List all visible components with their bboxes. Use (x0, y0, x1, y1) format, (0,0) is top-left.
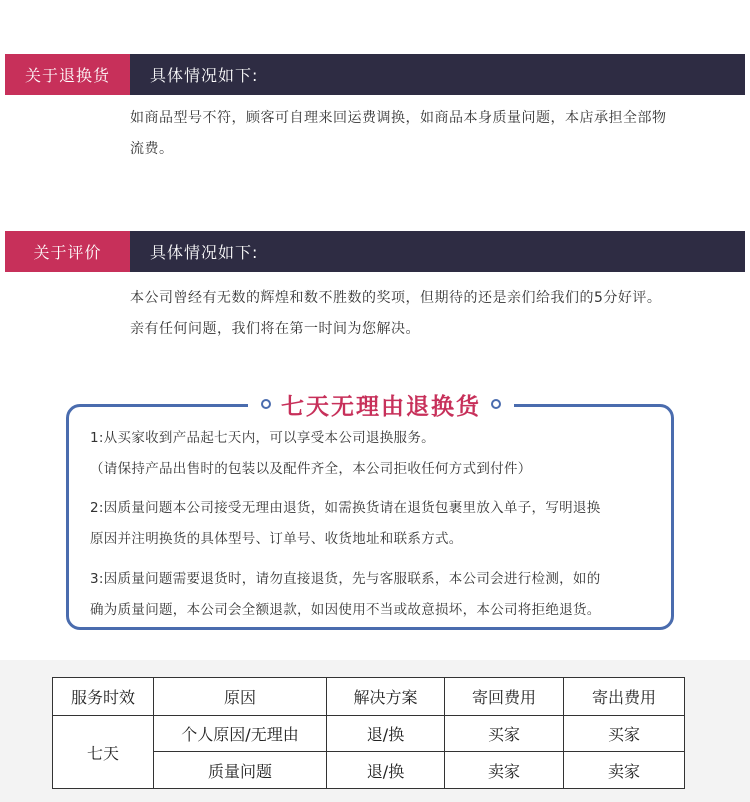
returns-heading: 具体情况如下: (150, 66, 259, 85)
table-row (53, 716, 685, 752)
policy-line: 3:因质量问题需要退货时，请勿直接退货，先与客服联系，本公司会进行检测，如的 (90, 571, 601, 587)
returns-section-bar (5, 54, 745, 95)
policy-title-wrap (248, 388, 514, 420)
circle-right-icon (491, 399, 501, 409)
header-shipping-cost: 寄出费用 (564, 678, 685, 716)
policy-item-1 (90, 423, 680, 485)
period-cell: 七天 (53, 716, 154, 789)
review-heading: 具体情况如下: (150, 243, 259, 262)
shipping-cost-cell: 卖家 (564, 752, 685, 789)
policy-line: 原因并注明换货的具体型号、订单号、收货地址和联系方式。 (90, 531, 463, 547)
returns-tag: 关于退换货 (5, 54, 130, 95)
returns-line: 如商品型号不符，顾客可自理来回运费调换，如商品本身质量问题，本店承担全部物 (130, 110, 667, 126)
policy-line: 2:因质量问题本公司接受无理由退货，如需换货请在退货包裹里放入单子，写明退换 (90, 500, 601, 516)
reason-cell: 个人原因/无理由 (154, 716, 327, 752)
return-cost-cell: 卖家 (445, 752, 564, 789)
reason-cell: 质量问题 (154, 752, 327, 789)
service-table (52, 677, 685, 789)
circle-left-icon (261, 399, 271, 409)
shipping-cost-cell: 买家 (564, 716, 685, 752)
table-header-row (53, 678, 685, 716)
review-line: 亲有任何问题，我们将在第一时间为您解决。 (130, 321, 420, 337)
policy-line: 确为质量问题，本公司会全额退款，如因使用不当或故意损坏，本公司将拒绝退货。 (90, 602, 601, 618)
policy-item-3 (90, 564, 680, 626)
policy-item-2 (90, 493, 680, 555)
review-line: 本公司曾经有无数的辉煌和数不胜数的奖项，但期待的还是亲们给我们的5分好评。 (130, 290, 662, 306)
service-table-area (0, 660, 750, 802)
policy-line: 1:从买家收到产品起七天内，可以享受本公司退换服务。 (90, 430, 435, 446)
solution-cell: 退/换 (327, 716, 445, 752)
policy-line: （请保持产品出售时的包装以及配件齐全，本公司拒收任何方式到付件） (90, 461, 532, 477)
review-section-bar (5, 231, 745, 272)
returns-description (130, 103, 730, 165)
solution-cell: 退/换 (327, 752, 445, 789)
review-tag: 关于评价 (5, 231, 130, 272)
return-cost-cell: 买家 (445, 716, 564, 752)
policy-title: 七天无理由退换货 (281, 393, 481, 420)
header-solution: 解决方案 (327, 678, 445, 716)
returns-line: 流费。 (130, 141, 174, 157)
review-description (130, 283, 730, 345)
header-service-period: 服务时效 (53, 678, 154, 716)
header-reason: 原因 (154, 678, 327, 716)
header-return-cost: 寄回费用 (445, 678, 564, 716)
